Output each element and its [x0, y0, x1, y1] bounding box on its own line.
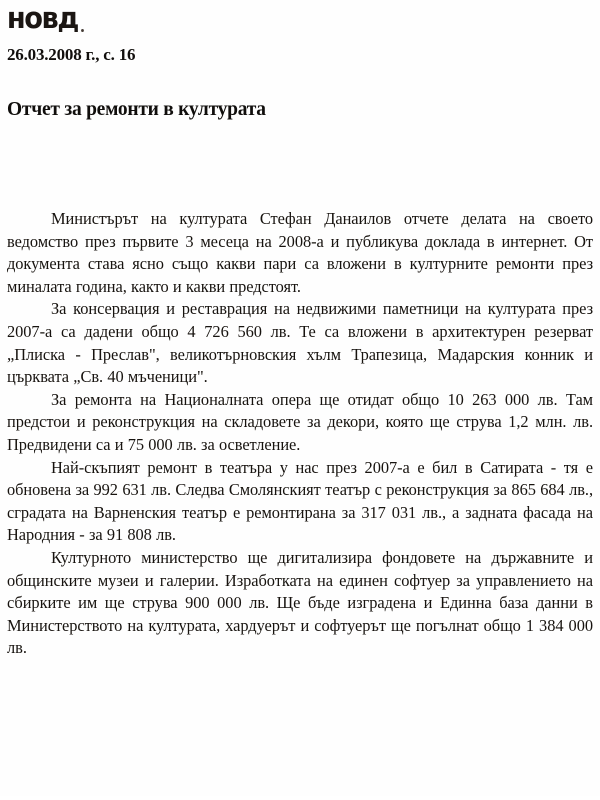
article-paragraph: Културното министерство ще дигитализира фондовете на държавните и общинските музеи и галерии. Изработката на единен софтуер за управлението на сбирките им ще струва 900 000 лв. Ще бъде изградена и Единна база данни в Министерството на културата, хардуерът и софтуерът ще погълнат общо 1 384 000 лв.: [7, 547, 593, 658]
nova-newspaper-logo: новд: [4, 3, 78, 33]
article-paragraph: Най-скъпият ремонт в театъра у нас през 2007-а е бил в Сатирата - тя е обновена за 992 631 лв. Следва Смолянският театър с реконструкция за 865 684 лв., сградата на Варненския театър е ремонтирана за 317 031 лв., а задната фасада на Народния - за 91 808 лв.: [7, 457, 593, 545]
scan-edge: [0, 796, 600, 800]
article-paragraph: За ремонта на Националната опера ще отидат общо 10 263 000 лв. Там предстои и реконструкция на складовете за декори, която ще струва 1,2 млн. лв. Предвидени са и 75 000 лв. за осветление.: [7, 389, 593, 454]
masthead: [4, 0, 596, 41]
dateline: 26.03.2008 г., с. 16: [7, 45, 136, 64]
article-paragraph: За консервация и реставрация на недвижими паметници на културата през 2007-а са дадени общо 4 726 560 лв. Те са вложени в архитектурен резерват „Плиска - Преслав", великотърновския хълм Трапезица, Мадарския конник и църквата „Св. 40 мъченици".: [7, 299, 593, 387]
article-body: [4, 208, 596, 660]
article-paragraph: Министърът на културата Стефан Данаилов отчете делата на своето ведомство през първите 3 месеца на 2008-а и публикува доклада в интернет. От документа става ясно също какви пари са вложени в културните ремонти през миналата година, както и какви предстоят.: [7, 209, 593, 296]
page-title: Отчет за ремонти в културата: [7, 99, 266, 120]
